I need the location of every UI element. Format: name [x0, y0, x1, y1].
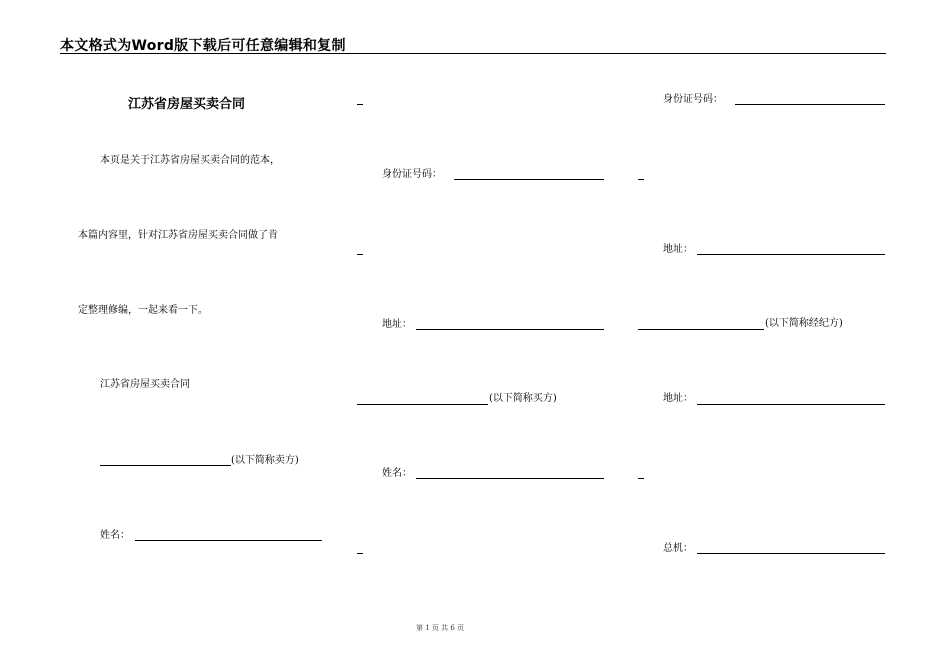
intro-line-2: 本篇内容里，针对江苏省房屋买卖合同做了肯	[78, 230, 278, 241]
agent-switchboard-label: 总机：	[663, 543, 693, 554]
blank-mark	[357, 553, 363, 554]
seller-address-field	[382, 319, 412, 331]
intro-line-3: 定整理修编，一起来看一下。	[78, 305, 208, 316]
seller-name-field	[100, 530, 130, 542]
agent-switchboard-blank[interactable]	[697, 553, 885, 554]
seller-address-blank[interactable]	[416, 329, 604, 330]
buyer-address-blank[interactable]	[697, 254, 885, 255]
intro-line-1: 本页是关于江苏省房屋买卖合同的范本，	[100, 155, 280, 166]
page-footer: 第 1 页 共 6 页	[415, 624, 465, 632]
blank-mark	[638, 478, 644, 479]
agent-blank[interactable]	[638, 329, 764, 330]
seller-id-field	[382, 169, 442, 181]
buyer-name-label: 姓名：	[382, 468, 412, 479]
seller-id-label: 身份证号码：	[382, 169, 442, 180]
buyer-name-field	[382, 468, 412, 480]
agent-address-label: 地址：	[663, 393, 693, 404]
buyer-address-field	[663, 244, 693, 256]
buyer-id-field	[663, 94, 723, 106]
buyer-address-label: 地址：	[663, 244, 693, 255]
document-title: 江苏省房屋买卖合同	[128, 97, 246, 112]
header-divider	[60, 53, 886, 54]
seller-name-blank[interactable]	[135, 540, 322, 541]
seller-address-label: 地址：	[382, 319, 412, 330]
agent-address-blank[interactable]	[697, 404, 885, 405]
agent-switchboard-field	[663, 543, 693, 555]
buyer-name-blank[interactable]	[416, 478, 604, 479]
seller-name-label: 姓名：	[100, 530, 130, 541]
agent-address-field	[663, 393, 693, 405]
blank-mark	[638, 179, 644, 180]
buyer-blank[interactable]	[357, 404, 488, 405]
seller-suffix: (以下简称卖方)	[231, 455, 299, 466]
seller-field	[100, 455, 299, 467]
seller-blank[interactable]	[100, 465, 231, 466]
buyer-suffix: (以下简称买方)	[489, 393, 557, 404]
contract-heading: 江苏省房屋买卖合同	[100, 379, 190, 390]
buyer-id-blank[interactable]	[735, 104, 885, 105]
blank-mark	[357, 104, 363, 105]
agent-suffix: (以下简称经纪方)	[765, 318, 843, 329]
document-header-title: 本文格式为Word版下载后可任意编辑和复制	[60, 38, 346, 54]
buyer-id-label: 身份证号码：	[663, 94, 723, 105]
blank-mark	[357, 254, 363, 255]
seller-id-blank[interactable]	[454, 179, 604, 180]
